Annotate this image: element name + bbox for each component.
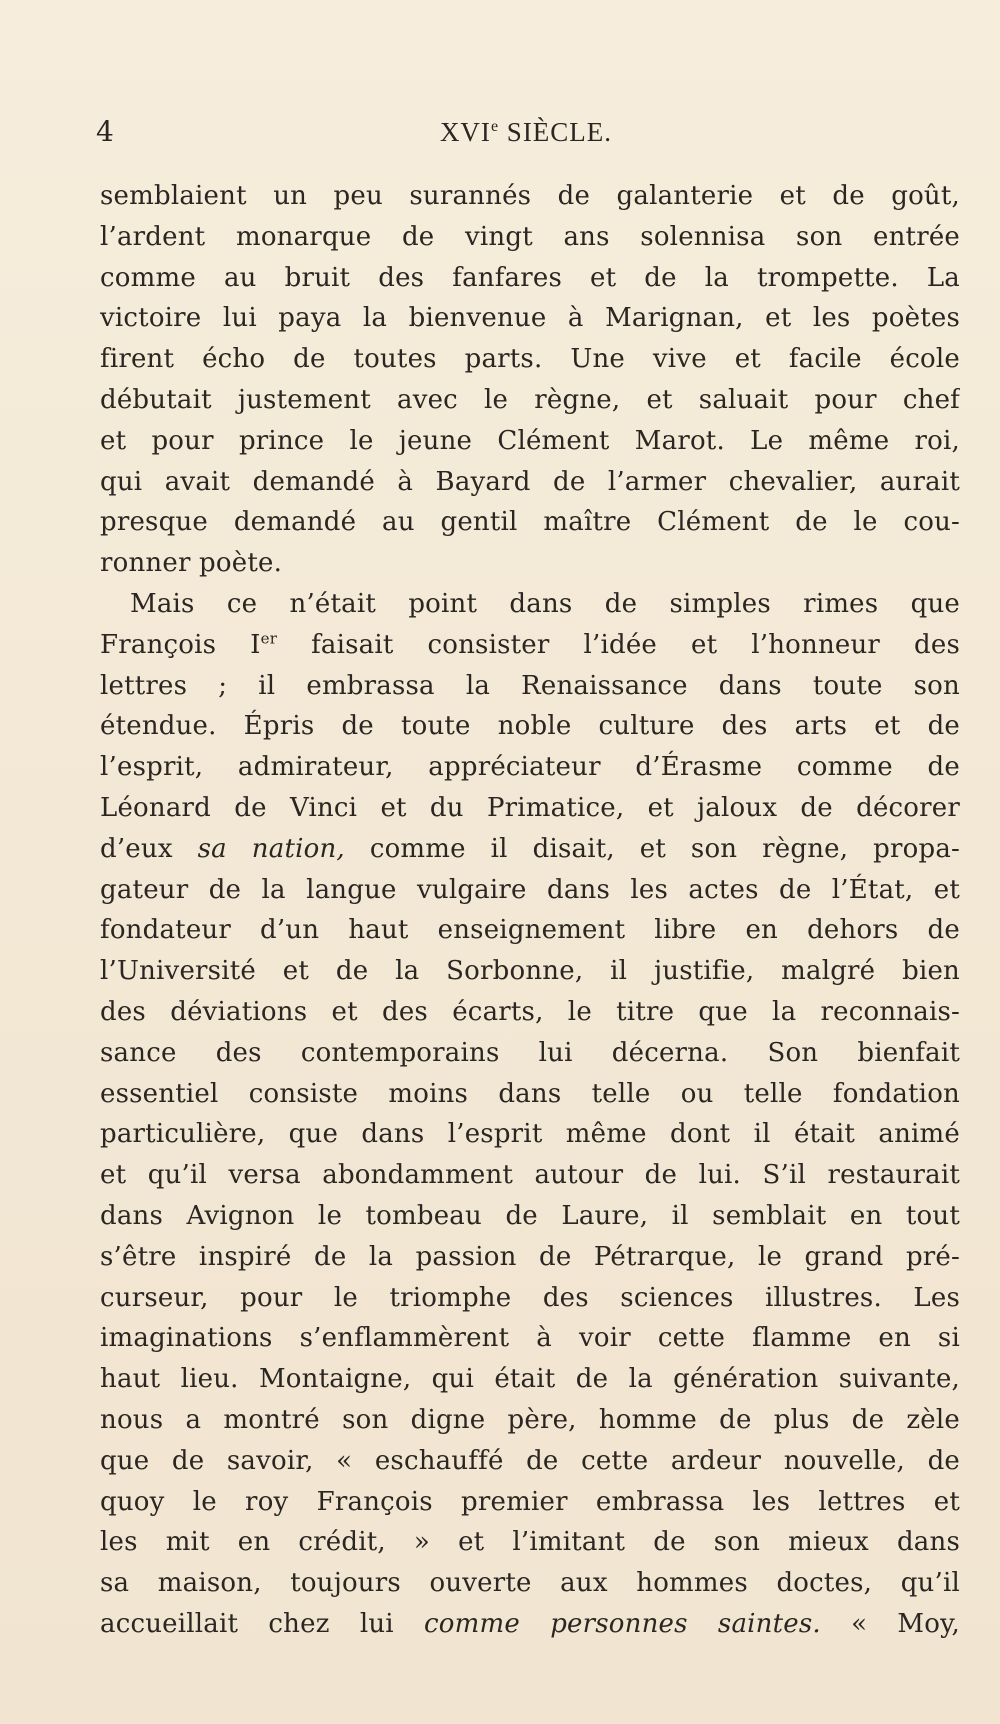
text-line xyxy=(100,829,960,870)
text-segment: d’eux xyxy=(100,833,198,864)
running-head-suffix: SIÈCLE. xyxy=(499,117,613,147)
running-head xyxy=(96,112,956,152)
text-line: sance des contemporains lui décerna. Son bienfait xyxy=(100,1037,960,1068)
text-line: sa maison, toujours ouverte aux hommes doctes, qu’il xyxy=(100,1568,960,1599)
page-header xyxy=(96,112,956,152)
text-line: curseur, pour le triomphe des sciences illustres. Les xyxy=(100,1282,960,1313)
text-line xyxy=(100,625,960,666)
text-line: dans Avignon le tombeau de Laure, il semblait en tout xyxy=(100,1200,960,1231)
text-line: débutait justement avec le règne, et saluait pour chef xyxy=(100,384,960,415)
text-line: des déviations et des écarts, le titre que la reconnais- xyxy=(100,996,960,1027)
text-line: lettres ; il embrassa la Renaissance dans toute son xyxy=(100,670,960,701)
text-line: étendue. Épris de toute noble culture des arts et de xyxy=(100,711,960,742)
text-line: l’Université et de la Sorbonne, il justifie, malgré bien xyxy=(100,956,960,987)
italic-text: sa nation, xyxy=(197,833,345,864)
text-line: l’esprit, admirateur, appréciateur d’Érasme comme de xyxy=(100,752,960,783)
text-line: et pour prince le jeune Clément Marot. Le même roi, xyxy=(100,425,960,456)
text-line xyxy=(100,1604,960,1645)
running-head-prefix: XVI xyxy=(439,117,491,147)
text-segment: François I xyxy=(100,629,261,660)
text-line: essentiel consiste moins dans telle ou telle fondation xyxy=(100,1078,960,1109)
text-line: haut lieu. Montaigne, qui était de la génération suivante, xyxy=(100,1364,960,1395)
text-line: firent écho de toutes parts. Une vive et facile école xyxy=(100,344,960,375)
page-number: 4 xyxy=(96,115,114,148)
text-line: comme au bruit des fanfares et de la trompette. La xyxy=(100,262,960,293)
text-line: imaginations s’enflammèrent à voir cette flamme en si xyxy=(100,1323,960,1354)
text-line: les mit en crédit, » et l’imitant de son mieux dans xyxy=(100,1527,960,1558)
text-line: particulière, que dans l’esprit même dont il était animé xyxy=(100,1119,960,1150)
text-line: ronner poète. xyxy=(100,548,283,579)
superscript: er xyxy=(260,629,278,648)
italic-text: comme personnes saintes. xyxy=(424,1608,821,1639)
text-line: et qu’il versa abondamment autour de lui. S’il restaurait xyxy=(100,1160,960,1191)
text-segment: « Moy, xyxy=(820,1608,960,1639)
text-line: l’ardent monarque de vingt ans solennisa son entrée xyxy=(100,221,960,252)
text-segment: comme il disait, et son règne, propa- xyxy=(344,833,960,864)
text-line: victoire lui paya la bienvenue à Marignan, et les poètes xyxy=(100,303,960,334)
text-line: s’être inspiré de la passion de Pétrarque, le grand pré- xyxy=(100,1241,960,1272)
text-segment: accueillait chez lui xyxy=(100,1608,425,1639)
text-line: semblaient un peu surannés de galanterie et de goût, xyxy=(100,181,960,211)
text-line: gateur de la langue vulgaire dans les actes de l’État, et xyxy=(100,874,960,905)
paragraph-start-line: Mais ce n’était point dans de simples rimes que xyxy=(130,588,960,619)
text-line: nous a montré son digne père, homme de plus de zèle xyxy=(100,1404,960,1435)
text-segment: faisait consister l’idée et l’honneur des xyxy=(277,629,960,660)
running-head-superscript: e xyxy=(490,118,500,135)
text-line: Léonard de Vinci et du Primatice, et jaloux de décorer xyxy=(100,792,960,823)
body-text xyxy=(100,176,960,1645)
text-line: qui avait demandé à Bayard de l’armer chevalier, aurait xyxy=(100,466,960,497)
text-line: fondateur d’un haut enseignement libre en dehors de xyxy=(100,915,960,946)
text-line: presque demandé au gentil maître Clément de le cou- xyxy=(100,507,960,538)
text-line: quoy le roy François premier embrassa les lettres et xyxy=(100,1486,960,1517)
text-line: que de savoir, « eschauffé de cette ardeur nouvelle, de xyxy=(100,1445,960,1476)
